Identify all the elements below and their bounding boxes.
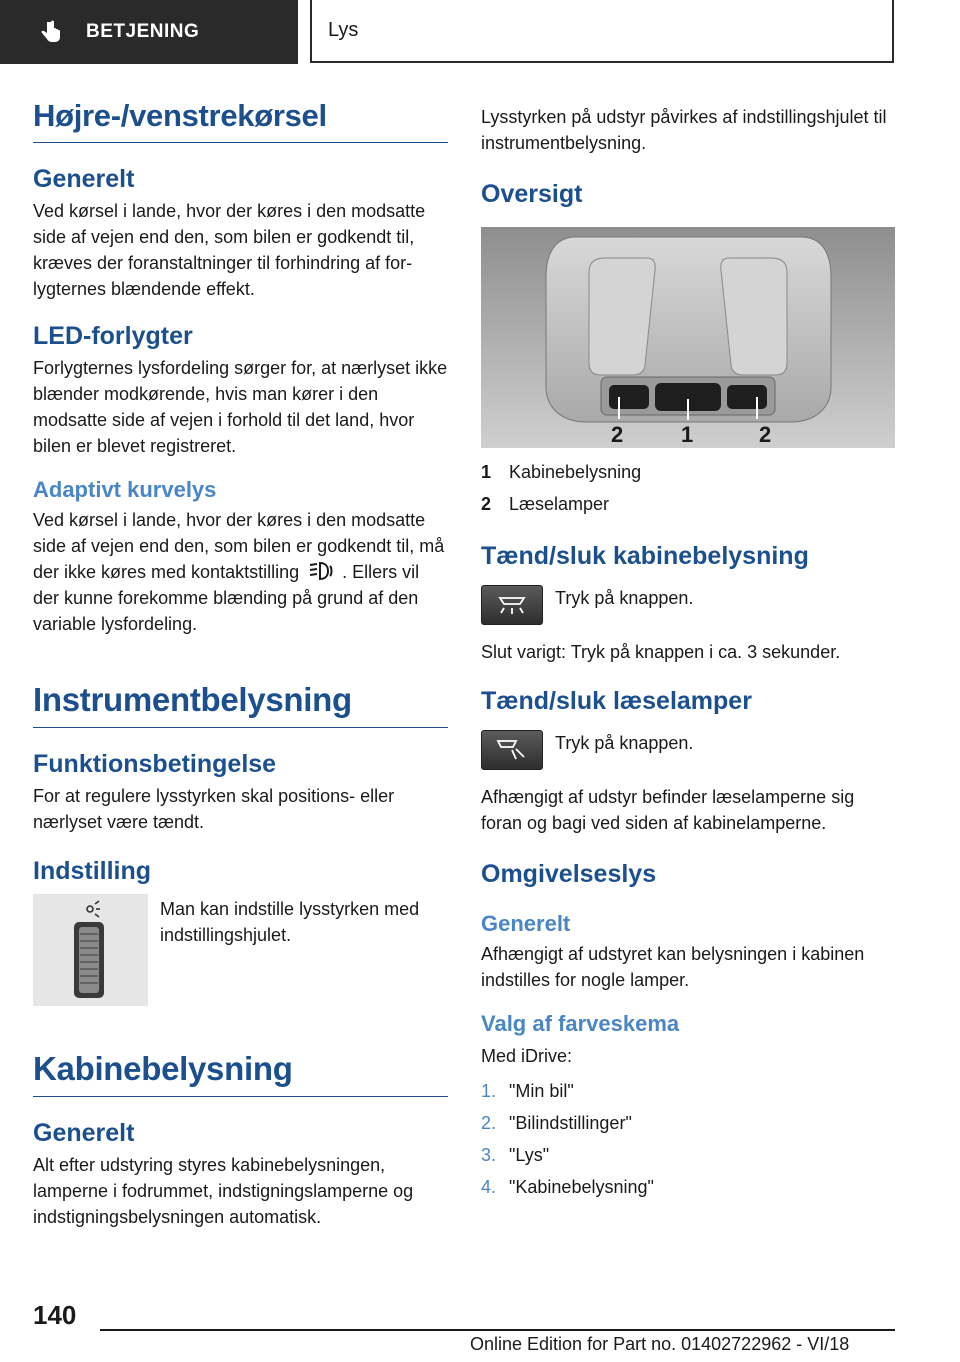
heading-generelt: Generelt xyxy=(33,165,135,193)
steps-list xyxy=(481,1075,896,1203)
heading-kabine: Kabinebelysning xyxy=(33,1050,448,1097)
laese-button-row xyxy=(481,730,896,770)
footer-divider xyxy=(100,1329,895,1331)
callout-1: 1 xyxy=(681,422,694,447)
legend-label: Læselamper xyxy=(509,494,610,514)
paragraph-led: Forlygternes lysfordeling sørger for, at nærlyset ikke blænder modkørende, hvis man kører i den modsatte side af vejen i forhold til det land, hvor bilen er blevet registreret. xyxy=(33,358,448,456)
adaptive-headlight-switch-icon xyxy=(308,560,338,582)
list-item xyxy=(481,1171,896,1203)
legend-num: 2 xyxy=(481,494,492,514)
indstilling-row xyxy=(33,894,448,1006)
page-number: 140 xyxy=(33,1300,77,1330)
step-label: "Bilindstillinger" xyxy=(509,1113,632,1133)
list-item xyxy=(481,1075,896,1107)
heading-adaptive: Adaptivt kurvelys xyxy=(33,477,217,502)
heading-drive-side: Højre-/venstrekørsel xyxy=(33,98,448,143)
step-label: "Lys" xyxy=(509,1145,550,1165)
list-item xyxy=(481,488,896,520)
step-num: 3. xyxy=(481,1145,497,1165)
reading-light-button-icon xyxy=(481,730,543,770)
section-label: BETJENING xyxy=(86,21,200,42)
step-num: 1. xyxy=(481,1081,497,1101)
list-item xyxy=(481,456,896,488)
list-item xyxy=(481,1139,896,1171)
heading-funktion: Funktionsbetingelse xyxy=(33,750,277,778)
step-num: 4. xyxy=(481,1177,497,1197)
right-column xyxy=(481,104,896,1203)
topic-label: Lys xyxy=(328,19,359,41)
heading-laese-toggle: Tænd/sluk læselamper xyxy=(481,687,752,715)
kabine-press-text: Tryk på knappen. xyxy=(555,588,694,608)
interior-light-button-icon xyxy=(481,585,543,625)
hand-pointer-icon xyxy=(38,19,64,45)
paragraph-adaptive xyxy=(33,507,448,637)
list-item xyxy=(481,1107,896,1139)
legend-num: 1 xyxy=(481,462,492,482)
heading-omgivelseslys: Omgivelseslys xyxy=(481,860,657,888)
callout-2-right: 2 xyxy=(759,422,772,447)
farve-intro: Med iDrive: xyxy=(481,1046,573,1066)
step-num: 2. xyxy=(481,1113,497,1133)
paragraph-generelt: Ved kørsel i lande, hvor der køres i den modsatte side af vejen end den, som bilen er godkendt til, kræves der foranstaltninger til forhindring af for-lygternes blændende effekt. xyxy=(33,201,426,299)
legend-list xyxy=(481,456,896,520)
laese-text: Afhængigt af udstyr befinder læselamperne sig foran og bagi ved siden af kabinelamperne. xyxy=(481,787,855,833)
paragraph-generelt-2: Alt efter udstyring styres kabinebelysningen, lamperne i fodrummet, indstigningslamperne og indstigningsbelysningen automatisk. xyxy=(33,1155,414,1227)
adaptive-text-b: . Ellers vil der kunne forekomme blænding på grund af den variable lysfordeling. xyxy=(33,562,420,634)
section-tab xyxy=(0,0,298,64)
callout-2-left: 2 xyxy=(611,422,624,447)
kabine-button-row xyxy=(481,585,896,625)
paragraph-intro: Lysstyrken på udstyr påvirkes af indstillingshjulet til instrumentbelysning. xyxy=(481,107,887,153)
overhead-console-photo xyxy=(481,227,895,448)
heading-indstilling: Indstilling xyxy=(33,857,152,885)
footer-edition: Online Edition for Part no. 01402722962 - VI/18 xyxy=(470,1334,850,1354)
heading-generelt-2: Generelt xyxy=(33,1119,135,1147)
paragraph-omgiv-generelt: Afhængigt af udstyret kan belysningen i kabinen indstilles for nogle lamper. xyxy=(481,944,865,990)
laese-press-text: Tryk på knappen. xyxy=(555,733,694,753)
kabine-hold-text: Slut varigt: Tryk på knappen i ca. 3 sekunder. xyxy=(481,642,841,662)
heading-kabine-toggle: Tænd/sluk kabinebelysning xyxy=(481,542,809,570)
heading-farveskema: Valg af farveskema xyxy=(481,1011,680,1036)
step-label: "Kabinebelysning" xyxy=(509,1177,654,1197)
heading-oversigt: Oversigt xyxy=(481,180,583,208)
heading-omgiv-generelt: Generelt xyxy=(481,911,571,936)
legend-label: Kabinebelysning xyxy=(509,462,642,482)
paragraph-funktion: For at regulere lysstyrken skal positions- eller nærlyset være tændt. xyxy=(33,786,395,832)
topic-header xyxy=(310,0,894,63)
dimmer-wheel-icon xyxy=(33,894,148,1006)
adaptive-text-a: Ved kørsel i lande, hvor der køres i den modsatte side af vejen end den, som bilen er godkendt til, må der ikke køres med kontaktstilling xyxy=(33,510,445,582)
heading-led: LED-forlygter xyxy=(33,322,193,350)
paragraph-indstilling: Man kan indstille lysstyrken med indstillingshjulet. xyxy=(160,899,420,945)
left-column xyxy=(33,98,448,1230)
heading-instrument: Instrumentbelysning xyxy=(33,681,448,728)
step-label: "Min bil" xyxy=(509,1081,574,1101)
